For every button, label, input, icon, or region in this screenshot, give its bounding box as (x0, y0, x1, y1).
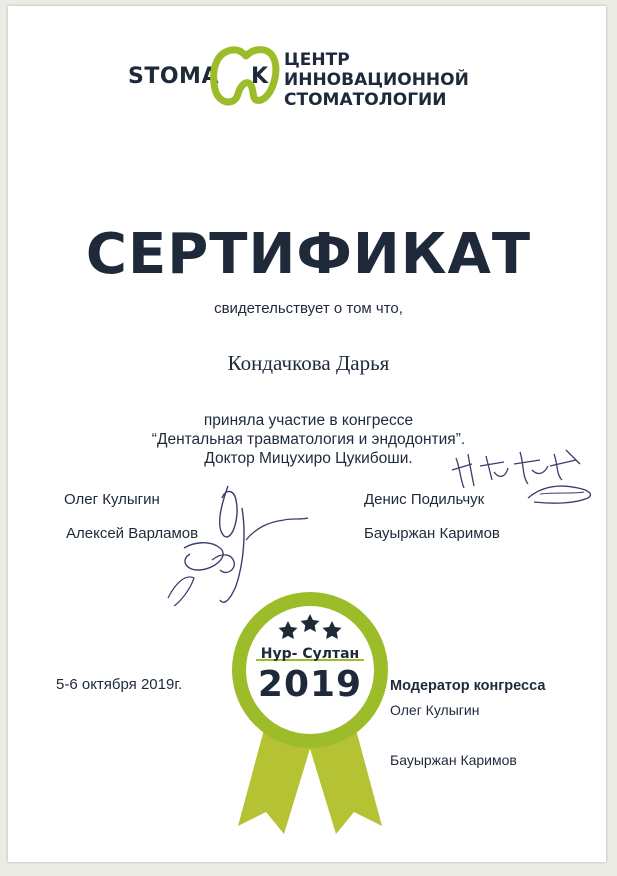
award-badge (228, 588, 392, 834)
logo-line-2: ИННОВАЦИОННОЙ (284, 70, 469, 90)
certificate-title: СЕРТИФИКАТ (85, 222, 532, 287)
body-line-3: Доктор Мицухиро Цукибоши. (204, 450, 413, 467)
body-line-2: “Дентальная травматология и эндодонтия”. (151, 431, 466, 448)
logo-wordmark-end: K (250, 64, 269, 89)
badge-city: Нур- Султан (260, 646, 360, 662)
recipient-name: Кондачкова Дарья (227, 351, 390, 375)
tooth-outline (214, 50, 276, 102)
moderator-name-2: Бауыржан Каримов (390, 752, 517, 768)
logo-line-1: ЦЕНТР (284, 50, 350, 70)
speaker-left-2: Алексей Варламов (66, 525, 199, 542)
body-line-1: приняла участие в конгрессе (203, 412, 414, 429)
logo-line-3: СТОМАТОЛОГИИ (284, 90, 447, 110)
moderator-name-1: Олег Кулыгин (390, 702, 480, 718)
speaker-left-1: Олег Кулыгин (64, 491, 160, 508)
moderator-label: Модератор конгресса (390, 678, 546, 694)
event-date: 5-6 октября 2019г. (56, 676, 183, 693)
certificate-subtitle: свидетельствует о том что, (214, 300, 403, 317)
speaker-right-2: Бауыржан Каримов (364, 525, 500, 542)
speaker-right-1: Денис Подильчук (364, 491, 485, 508)
logo-text-block (284, 50, 469, 110)
tooth-logo-icon (206, 44, 282, 108)
logo-wordmark-text: STOMA (128, 64, 219, 89)
badge-year: 2019 (257, 664, 363, 705)
certificate-body (0, 411, 617, 468)
